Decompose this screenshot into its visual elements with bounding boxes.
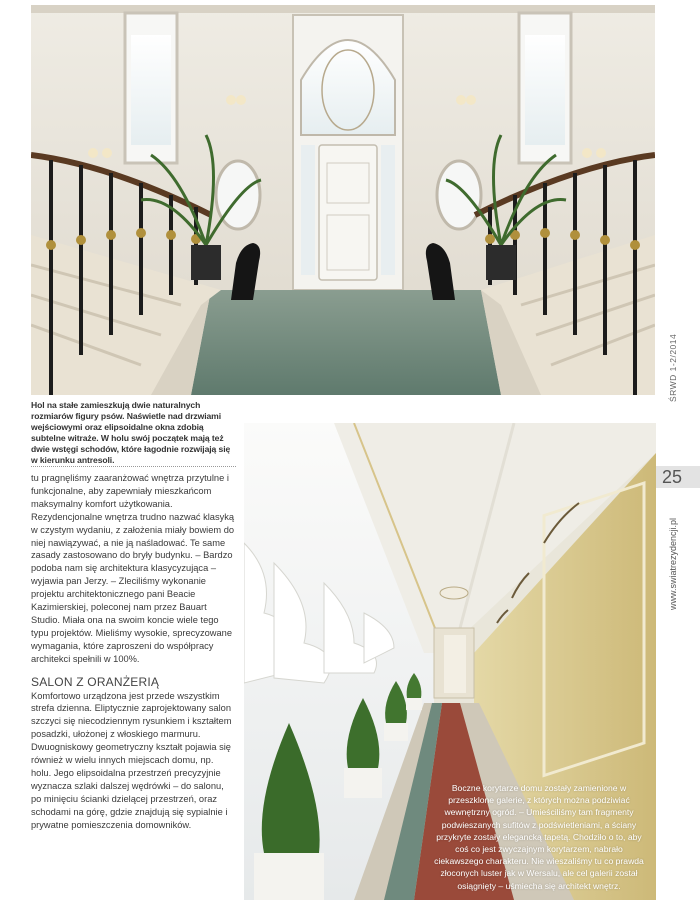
hall-caption: Hol na stałe zamieszkują dwie naturalnych rozmiarów figury psów. Naświetle nad drzwiami wejściowymi oraz elipsoidalne okna zdobią subtelne witraże. W holu swój początek mają też dwie wstęgi schodów, które łagodnie rozwijają się w kierunku antresoli. xyxy=(31,400,231,465)
website-url: www.swiatrezydencji.pl xyxy=(668,517,678,610)
page-number: 25 xyxy=(662,467,683,487)
article-paragraph: tu pragnęliśmy zaaranżować wnętrza przytulne i funkcjonalne, aby zapewniały mieszkańcom maksymalny komfort użytkowania. xyxy=(31,473,229,509)
magazine-issue-label: ŚRWD 1-2/2014 xyxy=(668,333,678,402)
section-heading: SALON Z ORANŻERIĄ xyxy=(31,674,160,689)
article-body xyxy=(31,472,236,831)
hall-photo xyxy=(31,5,655,395)
corridor-caption: Boczne korytarze domu zostały zamienione w przeszklone galerie, z których można podziwiać wewnętrzny ogród. – Umieściliśmy tam fragmenty podwieszanych sufitów z podświetleniami, a ściany przykryte zostały elegancką tapetą. Chodziło o to, aby coś co jest zwyczajnym korytarzem, nabrało ciekawszego charakteru. Nie wieszaliśmy tu co prawda złoconych luster jak w Wersalu, ale cel galerii został osiągnięty – uśmiecha się architekt wnętrz. xyxy=(434,783,644,891)
article-paragraph: Komfortowo urządzona jest przede wszystkim strefa dzienna. Eliptycznie zaprojektowany salon szczyci się niecodziennym rysunkiem i kształtem posadzki, ułożonej z włoskiego marmuru. Dwuogniskowy geometryczny kształt pojawia się również w wielu innych miejscach domu, np. holu. Jego elipsoidalna przestrzeń precyzyjnie wyznacza szlaki dalszej wędrówki – do salonu, po minięciu ścianki dzielącej przestrzeń, oraz schodami na górę, gdzie znajdują się sypialnie i prywatne pomieszczenia domowników. xyxy=(31,690,232,830)
hall-illustration xyxy=(31,5,655,395)
article-paragraph: Rezydencjonalne wnętrza trudno nazwać klasyką w czystym wydaniu, z założenia miały bowiem do niej nawiązywać, a nie ją naśladować. Te same zasady zastosowano do bryły budynku. – Bardzo podoba nam się architektura klasycyzująca – wyjawia pan Jerzy. – Zleciliśmy wykonanie projektu architektonicznego pani Beacie Kazimierskiej, poleconej nam przez Bauart Studio. Miała ona na swoim koncie wiele tego typu projektów. Mieliśmy wysokie, sprecyzowane wymagania, które zaproszeni do współpracy architekci spełnili w 100%. xyxy=(31,511,235,664)
caption-divider xyxy=(31,466,236,467)
